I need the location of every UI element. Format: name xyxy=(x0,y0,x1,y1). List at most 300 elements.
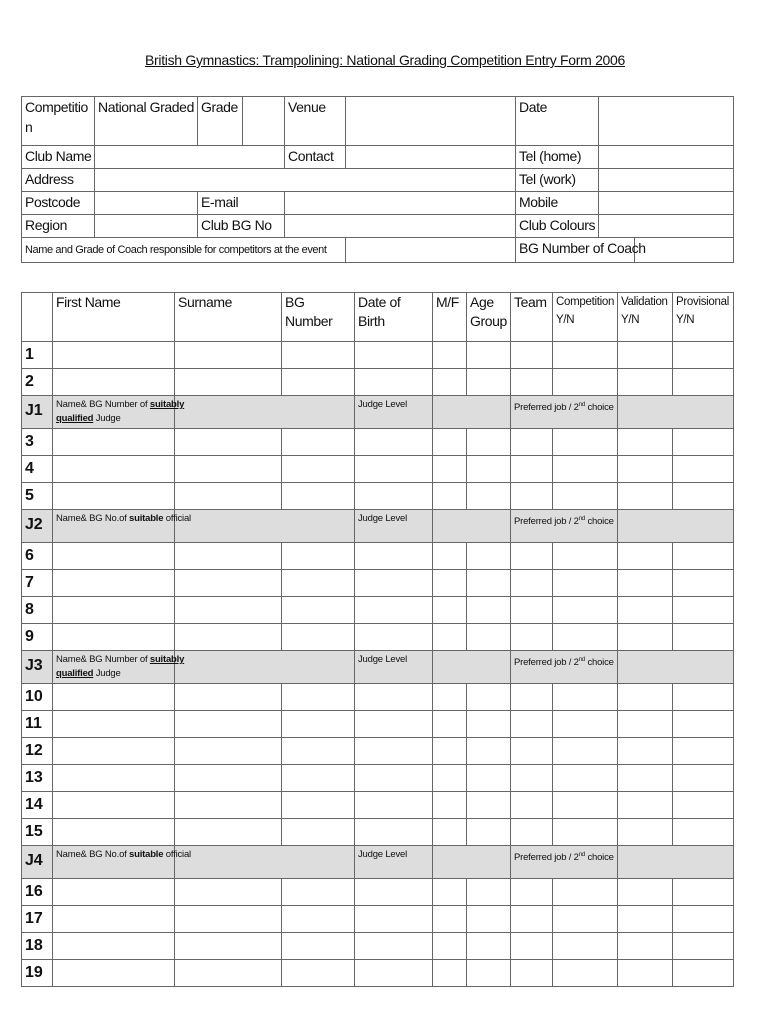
first-name-cell[interactable] xyxy=(53,570,175,597)
first-name-cell[interactable] xyxy=(53,933,175,960)
provisional-yn-cell[interactable] xyxy=(673,711,734,738)
competitor-row xyxy=(22,933,734,960)
club-name-field[interactable] xyxy=(95,146,285,169)
postcode-field[interactable] xyxy=(95,192,198,215)
age-group-cell[interactable] xyxy=(467,369,511,396)
age-group-cell[interactable] xyxy=(467,738,511,765)
age-group-cell[interactable] xyxy=(467,960,511,987)
club-colours-field[interactable] xyxy=(599,215,734,238)
row-number: 2 xyxy=(22,369,53,396)
preferred-job-suffix: choice xyxy=(585,657,614,669)
first-name-cell[interactable] xyxy=(53,711,175,738)
first-name-cell[interactable] xyxy=(53,624,175,651)
judge-name-field[interactable] xyxy=(175,510,355,543)
competitor-row xyxy=(22,456,734,483)
row-number: 15 xyxy=(22,819,53,846)
preferred-job-text: Preferred job / 2 xyxy=(514,657,579,669)
dob-cell[interactable] xyxy=(355,819,433,846)
mf-cell[interactable] xyxy=(433,792,467,819)
preferred-job-text: Preferred job / 2 xyxy=(514,402,579,414)
age-group-cell[interactable] xyxy=(467,711,511,738)
validation-yn-cell[interactable] xyxy=(618,369,673,396)
preferred-job-sup: nd xyxy=(578,657,586,663)
email-label: E-mail xyxy=(198,192,285,215)
club-colours-label: Club Colours xyxy=(516,215,599,238)
team-cell[interactable] xyxy=(511,624,553,651)
mf-cell[interactable] xyxy=(433,456,467,483)
age-group-cell[interactable] xyxy=(467,570,511,597)
first-name-cell[interactable] xyxy=(53,906,175,933)
row-number: 5 xyxy=(22,483,53,510)
coach-bg-label: BG Number of Coach xyxy=(516,238,635,263)
competition-yn-cell[interactable] xyxy=(553,765,618,792)
dob-cell[interactable] xyxy=(355,570,433,597)
validation-yn-cell[interactable] xyxy=(618,933,673,960)
tel-home-field[interactable] xyxy=(599,146,734,169)
team-cell[interactable] xyxy=(511,369,553,396)
preferred-job-field[interactable] xyxy=(618,846,734,879)
provisional-yn-cell[interactable] xyxy=(673,597,734,624)
provisional-yn-cell[interactable] xyxy=(673,342,734,369)
mf-cell[interactable] xyxy=(433,369,467,396)
team-cell[interactable] xyxy=(511,483,553,510)
first-name-cell[interactable] xyxy=(53,819,175,846)
team-cell[interactable] xyxy=(511,906,553,933)
club-bg-no-field[interactable] xyxy=(285,215,516,238)
competitor-row xyxy=(22,879,734,906)
age-group-cell[interactable] xyxy=(467,483,511,510)
first-name-cell[interactable] xyxy=(53,879,175,906)
mf-cell[interactable] xyxy=(433,960,467,987)
preferred-job-sup: nd xyxy=(578,852,586,858)
team-cell[interactable] xyxy=(511,456,553,483)
address-label: Address xyxy=(22,169,95,192)
coach-name-field[interactable] xyxy=(346,238,516,263)
dob-cell[interactable] xyxy=(355,429,433,456)
tel-work-label: Tel (work) xyxy=(516,169,599,192)
mf-cell[interactable] xyxy=(433,879,467,906)
dob-cell[interactable] xyxy=(355,597,433,624)
competition-yn-cell[interactable] xyxy=(553,597,618,624)
judge-level-field[interactable] xyxy=(433,846,511,879)
mf-cell[interactable] xyxy=(433,711,467,738)
row-number: 8 xyxy=(22,597,53,624)
judge-number: J3 xyxy=(22,651,53,684)
age-group-cell[interactable] xyxy=(467,543,511,570)
first-name-cell[interactable] xyxy=(53,543,175,570)
validation-yn-cell[interactable] xyxy=(618,792,673,819)
competitor-row xyxy=(22,543,734,570)
dob-cell[interactable] xyxy=(355,342,433,369)
age-group-cell[interactable] xyxy=(467,342,511,369)
first-name-cell[interactable] xyxy=(53,369,175,396)
age-group-cell[interactable] xyxy=(467,624,511,651)
team-cell[interactable] xyxy=(511,792,553,819)
competition-yn-cell[interactable] xyxy=(553,369,618,396)
validation-yn-cell[interactable] xyxy=(618,570,673,597)
bg-number-cell[interactable] xyxy=(282,738,355,765)
preferred-job-sup: nd xyxy=(578,402,586,408)
competition-yn-cell[interactable] xyxy=(553,624,618,651)
competitor-row xyxy=(22,342,734,369)
mf-cell[interactable] xyxy=(433,429,467,456)
bg-number-cell[interactable] xyxy=(282,879,355,906)
mf-cell[interactable] xyxy=(433,483,467,510)
club-name-label: Club Name xyxy=(22,146,95,169)
provisional-yn-cell[interactable] xyxy=(673,933,734,960)
validation-yn-cell[interactable] xyxy=(618,738,673,765)
judge-name-field[interactable] xyxy=(175,651,355,684)
official-name-prompt: Name& BG No.of xyxy=(56,849,130,860)
mf-cell[interactable] xyxy=(433,684,467,711)
preferred-job-field[interactable] xyxy=(618,651,734,684)
team-cell[interactable] xyxy=(511,429,553,456)
grade-label: Grade xyxy=(198,97,243,146)
age-group-cell[interactable] xyxy=(467,429,511,456)
surname-cell[interactable] xyxy=(175,597,282,624)
mf-cell[interactable] xyxy=(433,543,467,570)
competitor-row xyxy=(22,792,734,819)
date-field[interactable] xyxy=(599,97,734,146)
provisional-yn-cell[interactable] xyxy=(673,624,734,651)
contact-label: Contact xyxy=(285,146,346,169)
bg-number-cell[interactable] xyxy=(282,906,355,933)
age-group-cell[interactable] xyxy=(467,684,511,711)
judge-name-label xyxy=(53,651,185,684)
preferred-job-label xyxy=(511,510,618,543)
bg-number-cell[interactable] xyxy=(282,933,355,960)
age-group-cell[interactable] xyxy=(467,879,511,906)
surname-cell[interactable] xyxy=(175,738,282,765)
row-number: 3 xyxy=(22,429,53,456)
bg-number-cell[interactable] xyxy=(282,624,355,651)
dob-cell[interactable] xyxy=(355,738,433,765)
dob-header: Date of Birth xyxy=(355,293,433,342)
dob-cell[interactable] xyxy=(355,933,433,960)
judge-name-emphasis: qualified xyxy=(56,413,94,424)
judge-name-emphasis: qualified xyxy=(56,668,94,679)
mf-cell[interactable] xyxy=(433,819,467,846)
competitor-row xyxy=(22,765,734,792)
surname-cell[interactable] xyxy=(175,342,282,369)
mf-cell[interactable] xyxy=(433,765,467,792)
dob-cell[interactable] xyxy=(355,624,433,651)
validation-yn-cell[interactable] xyxy=(618,765,673,792)
age-group-cell[interactable] xyxy=(467,933,511,960)
team-cell[interactable] xyxy=(511,711,553,738)
row-number: 11 xyxy=(22,711,53,738)
first-name-cell[interactable] xyxy=(53,597,175,624)
team-cell[interactable] xyxy=(511,819,553,846)
row-number: 6 xyxy=(22,543,53,570)
mobile-label: Mobile xyxy=(516,192,599,215)
provisional-yn-cell[interactable] xyxy=(673,738,734,765)
team-cell[interactable] xyxy=(511,960,553,987)
tel-home-label: Tel (home) xyxy=(516,146,599,169)
surname-cell[interactable] xyxy=(175,456,282,483)
email-field[interactable] xyxy=(285,192,516,215)
validation-yn-cell[interactable] xyxy=(618,342,673,369)
surname-cell[interactable] xyxy=(175,711,282,738)
surname-cell[interactable] xyxy=(175,933,282,960)
first-name-cell[interactable] xyxy=(53,738,175,765)
provisional-yn-cell[interactable] xyxy=(673,483,734,510)
dob-cell[interactable] xyxy=(355,879,433,906)
first-name-cell[interactable] xyxy=(53,960,175,987)
provisional-yn-cell[interactable] xyxy=(673,570,734,597)
competitor-row xyxy=(22,624,734,651)
dob-cell[interactable] xyxy=(355,765,433,792)
preferred-job-label xyxy=(511,651,618,684)
competition-yn-cell[interactable] xyxy=(553,792,618,819)
dob-cell[interactable] xyxy=(355,456,433,483)
competitor-row xyxy=(22,597,734,624)
provisional-yn-cell[interactable] xyxy=(673,456,734,483)
provisional-yn-cell[interactable] xyxy=(673,792,734,819)
competitor-entry-table xyxy=(21,292,734,987)
competition-yn-cell[interactable] xyxy=(553,570,618,597)
first-name-cell[interactable] xyxy=(53,792,175,819)
bg-number-cell[interactable] xyxy=(282,684,355,711)
team-cell[interactable] xyxy=(511,738,553,765)
dob-cell[interactable] xyxy=(355,684,433,711)
surname-cell[interactable] xyxy=(175,369,282,396)
address-field[interactable] xyxy=(95,169,516,192)
judge-level-field[interactable] xyxy=(433,510,511,543)
competition-value: National Graded xyxy=(95,97,198,146)
row-number: 4 xyxy=(22,456,53,483)
competitor-row xyxy=(22,684,734,711)
judge-level-label: Judge Level xyxy=(355,510,433,543)
mf-cell[interactable] xyxy=(433,906,467,933)
surname-cell[interactable] xyxy=(175,624,282,651)
bg-number-cell[interactable] xyxy=(282,597,355,624)
competitor-row xyxy=(22,906,734,933)
surname-cell[interactable] xyxy=(175,543,282,570)
first-name-cell[interactable] xyxy=(53,684,175,711)
surname-cell[interactable] xyxy=(175,429,282,456)
dob-cell[interactable] xyxy=(355,711,433,738)
competition-yn-cell[interactable] xyxy=(553,906,618,933)
provisional-yn-cell[interactable] xyxy=(673,684,734,711)
surname-cell[interactable] xyxy=(175,879,282,906)
age-group-cell[interactable] xyxy=(467,765,511,792)
contact-field[interactable] xyxy=(346,146,516,169)
team-cell[interactable] xyxy=(511,543,553,570)
first-name-cell[interactable] xyxy=(53,483,175,510)
surname-cell[interactable] xyxy=(175,819,282,846)
mf-cell[interactable] xyxy=(433,624,467,651)
age-group-cell[interactable] xyxy=(467,456,511,483)
validation-yn-cell[interactable] xyxy=(618,819,673,846)
validation-yn-cell[interactable] xyxy=(618,906,673,933)
provisional-yn-cell[interactable] xyxy=(673,819,734,846)
preferred-job-label xyxy=(511,846,618,879)
team-header: Team xyxy=(511,293,553,342)
tel-work-field[interactable] xyxy=(599,169,734,192)
validation-yn-cell[interactable] xyxy=(618,543,673,570)
validation-yn-cell[interactable] xyxy=(618,624,673,651)
venue-field[interactable] xyxy=(346,97,516,146)
competitor-row xyxy=(22,960,734,987)
surname-cell[interactable] xyxy=(175,792,282,819)
team-cell[interactable] xyxy=(511,765,553,792)
bg-number-cell[interactable] xyxy=(282,369,355,396)
provisional-yn-cell[interactable] xyxy=(673,543,734,570)
competition-yn-cell[interactable] xyxy=(553,456,618,483)
preferred-job-suffix: choice xyxy=(585,516,614,528)
date-label: Date xyxy=(516,97,599,146)
first-name-cell[interactable] xyxy=(53,429,175,456)
surname-cell[interactable] xyxy=(175,483,282,510)
judge-name-label xyxy=(53,510,191,543)
provisional-yn-cell[interactable] xyxy=(673,429,734,456)
validation-yn-header: Validation Y/N xyxy=(618,293,673,342)
bg-number-cell[interactable] xyxy=(282,543,355,570)
region-field[interactable] xyxy=(95,215,198,238)
competition-yn-cell[interactable] xyxy=(553,933,618,960)
entry-header-row xyxy=(22,293,734,342)
judge-row xyxy=(22,846,734,879)
team-cell[interactable] xyxy=(511,597,553,624)
validation-yn-cell[interactable] xyxy=(618,483,673,510)
dob-cell[interactable] xyxy=(355,543,433,570)
competition-yn-cell[interactable] xyxy=(553,711,618,738)
age-group-cell[interactable] xyxy=(467,819,511,846)
bg-number-cell[interactable] xyxy=(282,792,355,819)
bg-number-cell[interactable] xyxy=(282,819,355,846)
judge-level-label: Judge Level xyxy=(355,396,433,429)
preferred-job-field[interactable] xyxy=(618,396,734,429)
age-group-header: Age Group xyxy=(467,293,511,342)
club-bg-no-label: Club BG No xyxy=(198,215,285,238)
judge-number: J4 xyxy=(22,846,53,879)
dob-cell[interactable] xyxy=(355,369,433,396)
club-details-table xyxy=(21,96,734,263)
judge-name-label xyxy=(53,846,191,879)
venue-label: Venue xyxy=(285,97,346,146)
coach-bg-field[interactable] xyxy=(635,238,734,263)
team-cell[interactable] xyxy=(511,879,553,906)
first-name-cell[interactable] xyxy=(53,456,175,483)
competition-yn-cell[interactable] xyxy=(553,543,618,570)
competition-yn-cell[interactable] xyxy=(553,960,618,987)
dob-cell[interactable] xyxy=(355,483,433,510)
provisional-yn-header: Provisional Y/N xyxy=(673,293,734,342)
competitor-row xyxy=(22,483,734,510)
dob-cell[interactable] xyxy=(355,960,433,987)
competition-yn-cell[interactable] xyxy=(553,483,618,510)
validation-yn-cell[interactable] xyxy=(618,429,673,456)
row-number: 18 xyxy=(22,933,53,960)
dob-cell[interactable] xyxy=(355,792,433,819)
form-title: British Gymnastics: Trampolining: National Grading Competition Entry Form 2006 xyxy=(144,52,626,68)
coach-name-label: Name and Grade of Coach responsible for competitors at the event xyxy=(22,238,346,263)
validation-yn-cell[interactable] xyxy=(618,879,673,906)
provisional-yn-cell[interactable] xyxy=(673,369,734,396)
bg-number-cell[interactable] xyxy=(282,456,355,483)
provisional-yn-cell[interactable] xyxy=(673,879,734,906)
surname-cell[interactable] xyxy=(175,570,282,597)
mf-header: M/F xyxy=(433,293,467,342)
judge-name-field[interactable] xyxy=(175,846,355,879)
competitor-row xyxy=(22,819,734,846)
surname-cell[interactable] xyxy=(175,765,282,792)
mf-cell[interactable] xyxy=(433,342,467,369)
surname-header: Surname xyxy=(175,293,282,342)
bg-number-cell[interactable] xyxy=(282,483,355,510)
competition-yn-cell[interactable] xyxy=(553,429,618,456)
team-cell[interactable] xyxy=(511,342,553,369)
surname-cell[interactable] xyxy=(175,906,282,933)
surname-cell[interactable] xyxy=(175,684,282,711)
judge-row xyxy=(22,510,734,543)
validation-yn-cell[interactable] xyxy=(618,597,673,624)
provisional-yn-cell[interactable] xyxy=(673,906,734,933)
competition-yn-cell[interactable] xyxy=(553,879,618,906)
bg-number-cell[interactable] xyxy=(282,570,355,597)
validation-yn-cell[interactable] xyxy=(618,960,673,987)
provisional-yn-cell[interactable] xyxy=(673,960,734,987)
bg-number-cell[interactable] xyxy=(282,711,355,738)
judge-name-suffix: Judge xyxy=(93,668,121,679)
competition-yn-cell[interactable] xyxy=(553,819,618,846)
grade-field[interactable] xyxy=(243,97,285,146)
judge-name-label xyxy=(53,396,185,429)
bg-number-header: BG Number xyxy=(282,293,355,342)
team-cell[interactable] xyxy=(511,933,553,960)
competition-yn-cell[interactable] xyxy=(553,684,618,711)
bg-number-cell[interactable] xyxy=(282,342,355,369)
bg-number-cell[interactable] xyxy=(282,765,355,792)
age-group-cell[interactable] xyxy=(467,906,511,933)
team-cell[interactable] xyxy=(511,570,553,597)
row-number: 19 xyxy=(22,960,53,987)
competition-label: Competitio n xyxy=(22,97,95,146)
preferred-job-text: Preferred job / 2 xyxy=(514,516,579,528)
validation-yn-cell[interactable] xyxy=(618,684,673,711)
dob-cell[interactable] xyxy=(355,906,433,933)
row-number: 9 xyxy=(22,624,53,651)
preferred-job-field[interactable] xyxy=(618,510,734,543)
judge-level-label: Judge Level xyxy=(355,651,433,684)
team-cell[interactable] xyxy=(511,684,553,711)
surname-cell[interactable] xyxy=(175,960,282,987)
validation-yn-cell[interactable] xyxy=(618,456,673,483)
competitor-row xyxy=(22,429,734,456)
judge-name-prompt: Name& BG Number of xyxy=(56,399,150,410)
validation-yn-cell[interactable] xyxy=(618,711,673,738)
mobile-field[interactable] xyxy=(599,192,734,215)
judge-name-field[interactable] xyxy=(175,396,355,429)
competition-yn-cell[interactable] xyxy=(553,342,618,369)
mf-cell[interactable] xyxy=(433,597,467,624)
competition-yn-cell[interactable] xyxy=(553,738,618,765)
first-name-cell[interactable] xyxy=(53,765,175,792)
bg-number-cell[interactable] xyxy=(282,429,355,456)
mf-cell[interactable] xyxy=(433,570,467,597)
mf-cell[interactable] xyxy=(433,933,467,960)
first-name-cell[interactable] xyxy=(53,342,175,369)
provisional-yn-cell[interactable] xyxy=(673,765,734,792)
age-group-cell[interactable] xyxy=(467,597,511,624)
judge-level-field[interactable] xyxy=(433,396,511,429)
mf-cell[interactable] xyxy=(433,738,467,765)
official-name-suffix: official xyxy=(163,513,191,524)
bg-number-cell[interactable] xyxy=(282,960,355,987)
judge-level-field[interactable] xyxy=(433,651,511,684)
age-group-cell[interactable] xyxy=(467,792,511,819)
